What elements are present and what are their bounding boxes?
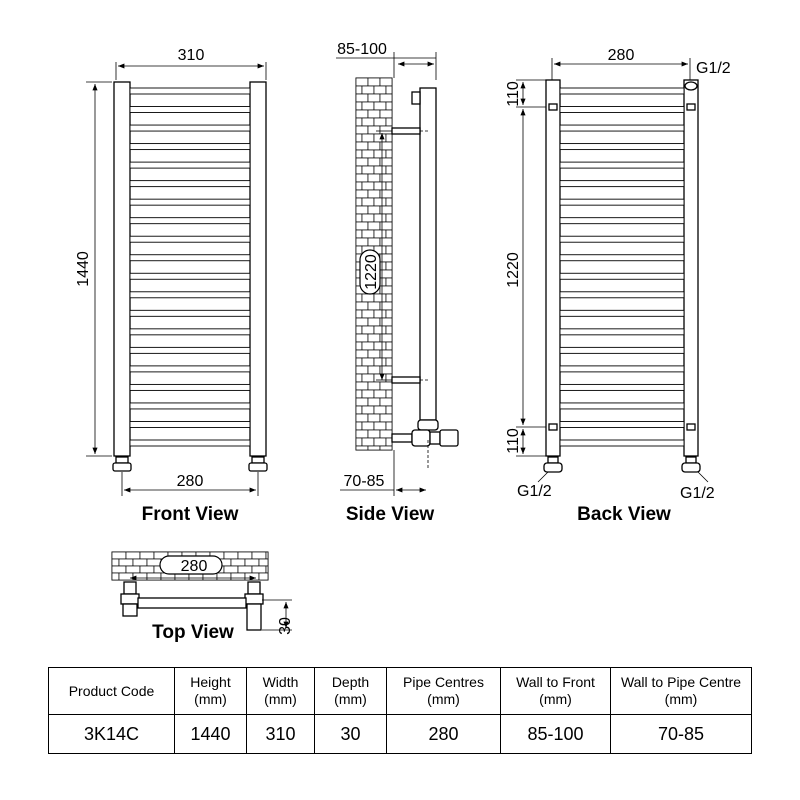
brick	[386, 118, 392, 126]
brick	[386, 422, 392, 430]
brick	[112, 559, 119, 566]
brick	[374, 166, 386, 174]
brick	[245, 573, 259, 580]
back-bar	[560, 181, 684, 187]
back-bracket-bl	[549, 424, 557, 430]
brick	[362, 358, 374, 366]
brick	[374, 438, 386, 446]
brick	[386, 406, 392, 414]
brick	[362, 118, 374, 126]
brick	[386, 230, 392, 238]
brick	[362, 374, 374, 382]
back-thread-top-label: G1/2	[696, 60, 731, 77]
brick	[259, 559, 268, 566]
brick	[362, 134, 374, 142]
brick	[374, 342, 386, 350]
front-left-rail	[114, 82, 130, 456]
header-wall-to-pipe-centre: Wall to Pipe Centre (mm)	[611, 668, 752, 715]
cell-pipe-centres: 280	[387, 715, 501, 754]
brick	[368, 94, 380, 102]
brick	[356, 86, 362, 94]
brick	[356, 438, 362, 446]
back-left-rail	[546, 80, 560, 456]
brick	[356, 358, 362, 366]
brick	[356, 430, 368, 438]
brick	[362, 422, 374, 430]
brick	[362, 326, 374, 334]
brick	[386, 310, 392, 318]
brick	[380, 430, 392, 438]
brick	[386, 86, 392, 94]
front-bar	[130, 199, 250, 205]
brick	[368, 190, 380, 198]
brick	[356, 398, 368, 406]
brick	[368, 350, 380, 358]
back-left-valve	[544, 457, 562, 472]
brick	[374, 198, 386, 206]
brick	[356, 342, 362, 350]
back-bar	[560, 384, 684, 390]
back-bar	[560, 107, 684, 113]
brick	[140, 552, 154, 559]
brick	[386, 166, 392, 174]
back-bar	[560, 310, 684, 316]
cell-wall-to-pipe-centre: 70-85	[611, 715, 752, 754]
brick	[266, 566, 268, 573]
side-rail	[420, 88, 436, 420]
brick	[362, 390, 374, 398]
back-bar	[560, 125, 684, 131]
brick	[245, 559, 259, 566]
front-bar	[130, 329, 250, 335]
brick	[356, 230, 362, 238]
top-pipe-centres-label: 280	[180, 558, 208, 575]
brick	[356, 182, 362, 190]
brick	[368, 318, 380, 326]
brick	[386, 182, 392, 190]
spec-table-header-row	[49, 668, 752, 715]
side-wall-to-pipe-label: 70-85	[343, 473, 385, 490]
brick	[356, 126, 368, 134]
front-right-rail	[250, 82, 266, 456]
brick	[362, 102, 374, 110]
brick	[386, 134, 392, 142]
front-bar	[130, 403, 250, 409]
brick	[368, 222, 380, 230]
back-bar	[560, 236, 684, 242]
brick	[368, 158, 380, 166]
side-valve	[392, 420, 458, 470]
brick	[356, 190, 368, 198]
back-bars	[560, 88, 684, 446]
brick	[356, 102, 362, 110]
back-bar	[560, 347, 684, 353]
brick	[374, 86, 386, 94]
brick	[356, 118, 362, 126]
brick	[368, 142, 380, 150]
brick	[356, 214, 362, 222]
back-thread-bottom-right-label: G1/2	[680, 485, 715, 502]
top-view	[112, 552, 294, 643]
brick	[368, 206, 380, 214]
brick	[368, 382, 380, 390]
brick	[112, 566, 126, 573]
cell-depth: 30	[315, 715, 387, 754]
back-bar	[560, 162, 684, 168]
back-bar	[560, 329, 684, 335]
top-left-valve	[121, 582, 139, 616]
brick	[368, 238, 380, 246]
brick	[368, 302, 380, 310]
back-bar	[560, 144, 684, 150]
front-bar	[130, 88, 250, 94]
back-bar	[560, 292, 684, 298]
brick	[380, 110, 392, 118]
side-wall-to-front-label: 85-100	[337, 41, 387, 58]
brick	[374, 326, 386, 334]
back-bracket-tr	[687, 104, 695, 110]
front-bar	[130, 384, 250, 390]
front-view-title: Front View	[141, 504, 239, 525]
brick	[386, 102, 392, 110]
brick	[380, 94, 392, 102]
brick	[386, 214, 392, 222]
header-pipe-centres: Pipe Centres (mm)	[387, 668, 501, 715]
brick	[386, 246, 392, 254]
brick	[126, 566, 140, 573]
brick	[374, 118, 386, 126]
back-top-thread	[685, 82, 697, 90]
brick	[356, 174, 368, 182]
brick	[356, 310, 362, 318]
back-bracket-tl	[549, 104, 557, 110]
brick	[380, 414, 392, 422]
brick	[362, 406, 374, 414]
brick	[126, 552, 140, 559]
brick	[368, 78, 380, 86]
back-thread-bottom-left-label: G1/2	[517, 483, 552, 500]
brick	[386, 150, 392, 158]
brick	[380, 78, 392, 86]
brick	[259, 573, 268, 580]
brick	[362, 342, 374, 350]
header-width: Width (mm)	[247, 668, 315, 715]
brick	[368, 174, 380, 182]
brick	[386, 358, 392, 366]
brick	[356, 294, 362, 302]
brick	[374, 358, 386, 366]
brick	[374, 310, 386, 318]
front-bar	[130, 440, 250, 446]
brick	[380, 398, 392, 406]
brick	[356, 246, 362, 254]
brick	[374, 374, 386, 382]
side-bracket-centres-label: 1220	[363, 254, 380, 290]
brick	[356, 158, 368, 166]
brick	[374, 390, 386, 398]
brick	[362, 86, 374, 94]
front-pipe-centres-label: 280	[176, 473, 204, 490]
brick	[147, 573, 161, 580]
top-radiator-profile	[138, 598, 246, 608]
brick	[374, 134, 386, 142]
brick	[356, 134, 362, 142]
back-bottom-offset-label: 110	[505, 428, 522, 454]
brick	[374, 214, 386, 222]
brick	[356, 326, 362, 334]
brick	[374, 102, 386, 110]
brick	[266, 552, 268, 559]
brick	[380, 382, 392, 390]
brick	[140, 566, 154, 573]
front-bar	[130, 255, 250, 261]
front-bar	[130, 310, 250, 316]
cell-width: 310	[247, 715, 315, 754]
brick	[386, 342, 392, 350]
side-top-bracket	[392, 128, 420, 134]
brick	[356, 142, 368, 150]
front-bar	[130, 236, 250, 242]
brick	[356, 366, 368, 374]
side-bottom-bracket	[392, 377, 420, 383]
back-view	[505, 47, 731, 525]
front-height-label: 1440	[75, 251, 92, 287]
brick	[356, 350, 368, 358]
cell-wall-to-front: 85-100	[501, 715, 611, 754]
brick	[368, 414, 380, 422]
brick	[386, 198, 392, 206]
brick	[356, 222, 368, 230]
header-wall-to-front: Wall to Front (mm)	[501, 668, 611, 715]
back-right-rail	[684, 80, 698, 456]
brick	[133, 573, 147, 580]
back-top-offset-label: 110	[505, 81, 522, 107]
front-bar	[130, 144, 250, 150]
brick	[356, 150, 362, 158]
brick	[386, 278, 392, 286]
brick	[356, 318, 368, 326]
front-bar	[130, 218, 250, 224]
front-width-label: 310	[177, 47, 205, 64]
front-view	[75, 47, 267, 525]
cell-product-code: 3K14C	[49, 715, 175, 754]
brick	[386, 374, 392, 382]
front-bar	[130, 162, 250, 168]
header-product-code: Product Code	[49, 668, 175, 715]
brick	[224, 552, 238, 559]
back-bar	[560, 199, 684, 205]
brick	[356, 390, 362, 398]
brick	[386, 326, 392, 334]
brick	[224, 566, 238, 573]
brick	[368, 366, 380, 374]
brick	[356, 198, 362, 206]
back-bar	[560, 403, 684, 409]
brick	[356, 166, 362, 174]
brick	[362, 214, 374, 222]
brick	[356, 206, 368, 214]
side-top-cap	[412, 92, 420, 104]
brick	[368, 446, 380, 450]
brick	[112, 552, 126, 559]
brick	[368, 126, 380, 134]
brick	[374, 422, 386, 430]
brick	[356, 414, 368, 422]
brick	[362, 310, 374, 318]
brick	[374, 406, 386, 414]
top-depth-label: 30	[277, 617, 294, 635]
brick	[356, 374, 362, 382]
brick	[362, 198, 374, 206]
spec-table	[48, 667, 752, 754]
back-bracket-br	[687, 424, 695, 430]
brick	[231, 573, 245, 580]
top-view-title: Top View	[152, 622, 234, 643]
front-bar	[130, 292, 250, 298]
brick	[238, 566, 252, 573]
brick	[386, 262, 392, 270]
front-left-valve	[113, 457, 131, 471]
brick	[362, 294, 374, 302]
brick	[362, 150, 374, 158]
brick	[356, 78, 368, 86]
front-bars	[130, 88, 250, 446]
brick	[356, 334, 368, 342]
brick	[147, 559, 161, 566]
back-bar	[560, 440, 684, 446]
brick	[252, 552, 266, 559]
back-bar	[560, 366, 684, 372]
brick	[368, 430, 380, 438]
front-bar	[130, 125, 250, 131]
brick	[356, 406, 362, 414]
back-bar	[560, 273, 684, 279]
brick	[356, 302, 368, 310]
brick	[217, 573, 231, 580]
brick	[362, 230, 374, 238]
brick	[356, 238, 368, 246]
spec-table-row	[49, 715, 752, 754]
front-right-valve	[249, 457, 267, 471]
back-bracket-centres-label: 1220	[505, 252, 522, 288]
brick	[362, 166, 374, 174]
brick	[380, 126, 392, 134]
header-height: Height (mm)	[175, 668, 247, 715]
back-bar	[560, 421, 684, 427]
front-bar	[130, 273, 250, 279]
side-view	[336, 41, 458, 525]
brick	[374, 230, 386, 238]
back-bar	[560, 218, 684, 224]
brick	[356, 110, 368, 118]
brick	[362, 438, 374, 446]
brick	[119, 559, 133, 566]
back-right-valve	[682, 457, 700, 472]
brick	[252, 566, 266, 573]
brick	[356, 446, 368, 450]
brick	[238, 552, 252, 559]
front-bar	[130, 181, 250, 187]
front-bar	[130, 107, 250, 113]
brick	[362, 182, 374, 190]
back-bar	[560, 255, 684, 261]
side-view-title: Side View	[345, 504, 435, 525]
brick	[380, 446, 392, 450]
brick	[368, 398, 380, 406]
brick	[231, 559, 245, 566]
cell-height: 1440	[175, 715, 247, 754]
brick	[356, 382, 368, 390]
brick	[356, 422, 362, 430]
brick	[374, 182, 386, 190]
brick	[374, 150, 386, 158]
back-view-title: Back View	[577, 504, 671, 525]
top-right-valve	[245, 582, 263, 630]
brick	[386, 294, 392, 302]
front-bar	[130, 366, 250, 372]
header-depth: Depth (mm)	[315, 668, 387, 715]
brick	[368, 110, 380, 118]
brick	[368, 334, 380, 342]
brick	[386, 438, 392, 446]
back-bar	[560, 88, 684, 94]
front-bar	[130, 347, 250, 353]
brick	[386, 390, 392, 398]
brick	[356, 94, 368, 102]
brick	[112, 573, 119, 580]
brick	[133, 559, 147, 566]
back-width-label: 280	[607, 47, 635, 64]
brick	[119, 573, 133, 580]
brick	[374, 294, 386, 302]
front-bar	[130, 421, 250, 427]
